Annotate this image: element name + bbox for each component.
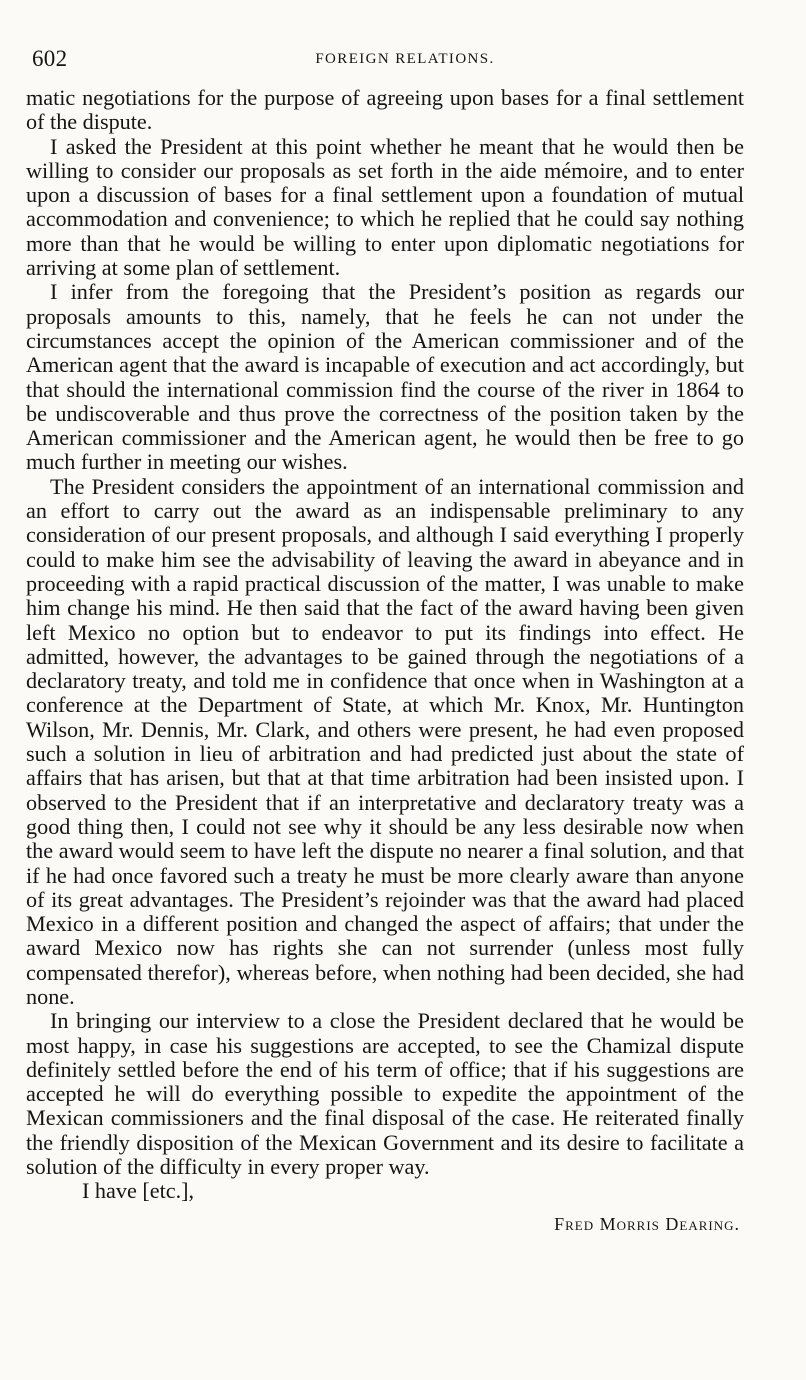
running-head: FOREIGN RELATIONS. [315, 51, 495, 67]
signature: Fred Morris Dearing. [554, 1213, 740, 1234]
paragraph: I asked the President at this point whether he meant that he would then be willing to consider our proposals as set forth in the aide mémoire, and to enter upon a discussion of bases for a final settlement upon a foundation of mutual accommodation and convenience; to which he replied that he could say nothing more than that he would be willing to enter upon diplomatic negotiations for arriving at some plan of settlement. [26, 133, 744, 281]
body-text [26, 86, 744, 1179]
page-number: 602 [32, 46, 68, 71]
paragraph: The President considers the appointment of an international commission and an effort to carry out the award as an indispensable preliminary to any consideration of our present proposals, and although I said everything I properly could to make him see the advisability of leaving the award in abeyance and in proceeding with a rapid practical discussion of the matter, I was unable to make him change his mind. He then said that the fact of the award having been given left Mexico no option but to endeavor to put its findings into effect. He admitted, however, the advantages to be gained through the negotiations of a declaratory treaty, and told me in confidence that once when in Washington at a conference at the Department of State, at which Mr. Knox, Mr. Huntington Wilson, Mr. Dennis, Mr. Clark, and others were present, he had even proposed such a solution in lieu of arbitration and had predicted just about the state of affairs that has arisen, but that at that time arbitration had been insisted upon. I observed to the President that if an interpretative and declaratory treaty was a good thing then, I could not see why it should be any less desirable now when the award would seem to have left the dispute no nearer a final solution, and that if he had once favored such a treaty he must be more clearly aware than anyone of its great advantages. The President’s rejoinder was that the award had placed Mexico in a different position and changed the aspect of affairs; that under the award Mexico now has rights she can not surrender (unless most fully compensated therefor), whereas before, when nothing had been decided, she had none. [26, 473, 744, 1009]
paragraph: I infer from the foregoing that the President’s position as regards our proposals amounts to this, namely, that he feels he can not under the circumstances accept the opinion of the American commissioner and of the American agent that the award is incapable of execution and act accordingly, but that should the international commission find the course of the river in 1864 to be undiscoverable and thus prove the correctness of the position taken by the American commissioner and the American agent, he would then be free to go much further in meeting our wishes. [26, 279, 744, 475]
paragraph-continuation: matic negotiations for the purpose of agreeing upon bases for a final settlement of the dispute. [26, 85, 744, 135]
letter-closing: I have [etc.], [82, 1178, 195, 1204]
page-header [26, 44, 744, 78]
paragraph: In bringing our interview to a close the President declared that he would be most happy, in case his suggestions are accepted, to see the Chamizal dispute definitely settled before the end of his term of office; that if his suggestions are accepted he will do everything possible to expedite the appointment of the Mexican commissioners and the final disposal of the case. He reiterated finally the friendly disposition of the Mexican Government and its desire to facilitate a solution of the difficulty in every proper way. [26, 1008, 744, 1180]
